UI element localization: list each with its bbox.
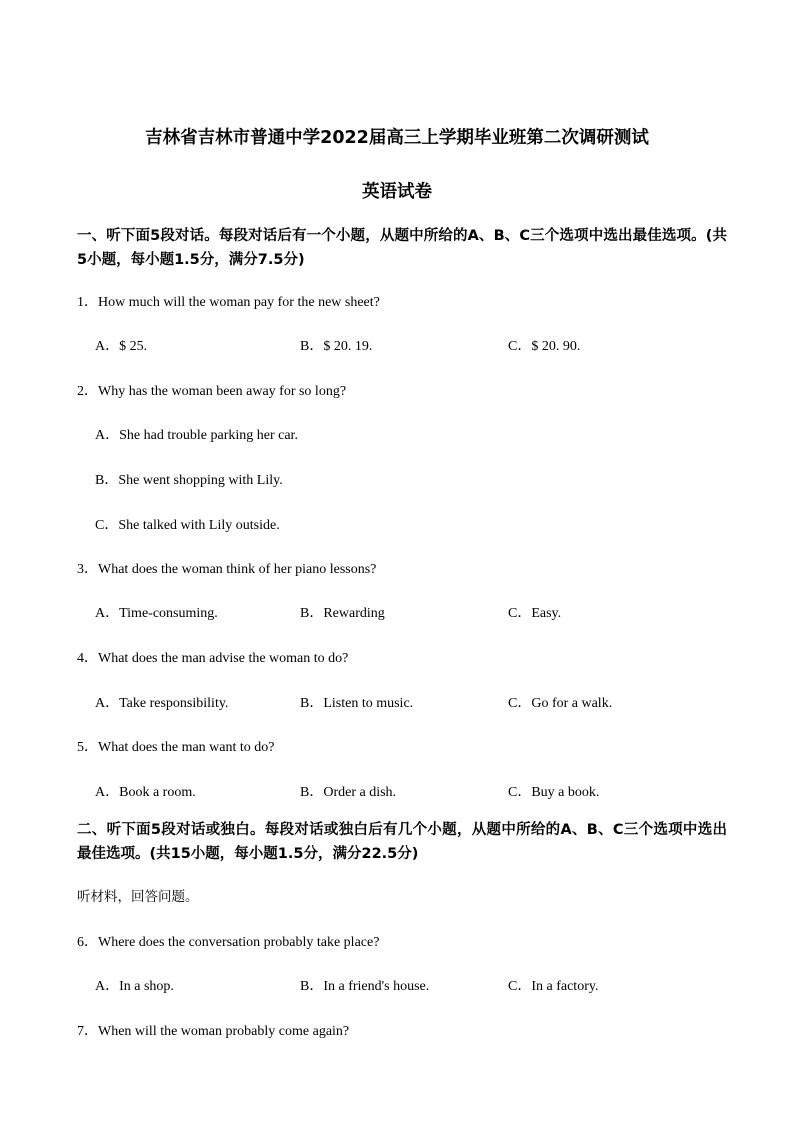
q3-option-b: B．Rewarding [300,606,385,621]
question-number: 5． [77,740,98,755]
q5-option-a: A．Book a room. [95,785,196,800]
question-number: 2． [77,384,98,399]
section1-instruction: 一、听下面5段对话。每段对话后有一个小题，从题中所给的A、B、C三个选项中选出最佳选项。(共5小题，每小题1.5分，满分7.5分) [77,228,727,268]
q1-option-b: B．$ 20. 19. [300,339,373,354]
question-text: What does the man advise the woman to do? [98,651,349,666]
q5-option-c: C．Buy a book. [508,785,600,800]
question-number: 6． [77,935,98,950]
question-6 [77,931,379,951]
question-number: 7． [77,1024,98,1039]
q6-option-b: B．In a friend's house. [300,979,430,994]
question-text: What does the woman think of her piano lessons? [98,562,377,577]
question-text: When will the woman probably come again? [98,1024,350,1039]
section2-note: 听材料，回答问题。 [77,889,199,905]
exam-subtitle: 英语试卷 [362,182,432,202]
q6-option-a: A．In a shop. [95,979,174,994]
question-number: 4． [77,651,98,666]
q2-option-a: A．She had trouble parking her car. [95,428,298,443]
q6-option-c: C．In a factory. [508,979,599,994]
q2-option-c: C．She talked with Lily outside. [95,518,280,533]
question-text: Why has the woman been away for so long? [98,384,347,399]
q1-option-a: A．$ 25. [95,339,148,354]
q2-option-b: B．She went shopping with Lily. [95,473,283,488]
question-3 [77,558,376,578]
q4-option-c: C．Go for a walk. [508,696,613,711]
q4-option-b: B．Listen to music. [300,696,414,711]
question-text: How much will the woman pay for the new sheet? [98,295,380,310]
question-text: Where does the conversation probably take place? [98,935,380,950]
question-number: 3． [77,562,98,577]
question-4 [77,647,348,667]
q1-option-c: C．$ 20. 90. [508,339,581,354]
question-number: 1． [77,295,98,310]
question-1 [77,291,380,311]
question-2 [77,380,346,400]
q3-option-c: C．Easy. [508,606,562,621]
exam-title: 吉林省吉林市普通中学2022届高三上学期毕业班第二次调研测试 [145,128,649,148]
section2-instruction: 二、听下面5段对话或独白。每段对话或独白后有几个小题，从题中所给的A、B、C三个选项中选出最佳选项。(共15小题，每小题1.5分，满分22.5分) [77,822,727,862]
question-5 [77,736,275,756]
q4-option-a: A．Take responsibility. [95,696,229,711]
q3-option-a: A．Time-consuming. [95,606,218,621]
question-text: What does the man want to do? [98,740,275,755]
question-7 [77,1020,349,1040]
q5-option-b: B．Order a dish. [300,785,397,800]
